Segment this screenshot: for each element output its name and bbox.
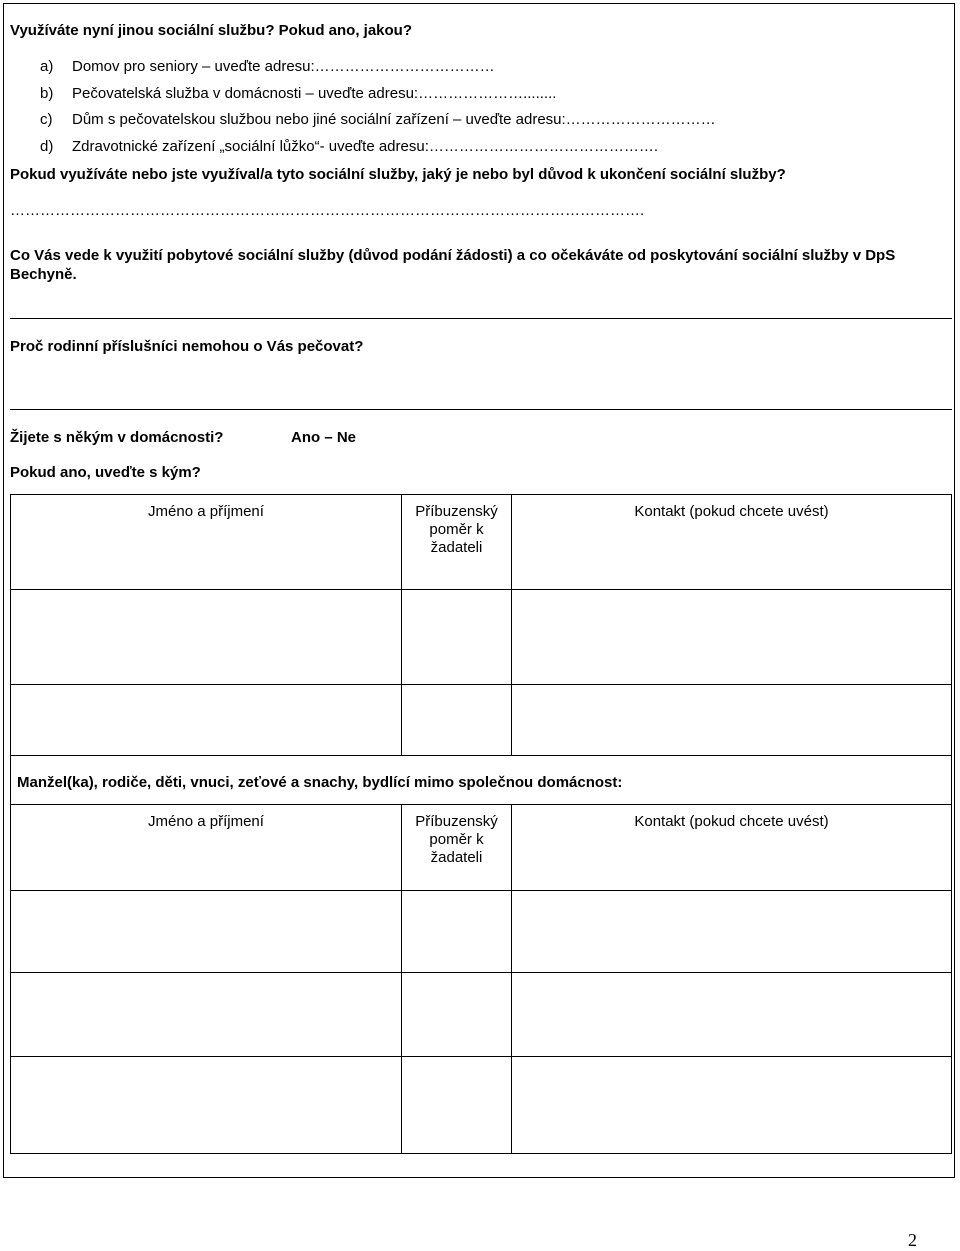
header-name-label: Jméno a příjmení [148,503,264,520]
option-key: a) [40,58,54,75]
table-cell-relation[interactable] [401,684,512,756]
option-text: Pečovatelská služba v domácnosti – uveďte adresu:…………………........ [72,85,557,102]
option-c[interactable] [40,111,940,131]
option-a[interactable] [40,58,940,78]
header-relation [401,804,512,891]
relatives-caption-text: Manžel(ka), rodiče, děti, vnuci, zeťové a snachy, bydlící mimo společnou domácnost: [17,774,623,791]
relatives-caption [10,755,952,805]
option-key: d) [40,138,54,155]
header-contact-label: Kontakt (pokud chcete uvést) [634,503,829,520]
option-text: Dům s pečovatelskou službou nebo jiné sociální zařízení – uveďte adresu:………………………… [72,111,716,128]
question-other-service: Využíváte nyní jinou sociální službu? Pokud ano, jakou? [10,22,412,39]
option-d[interactable] [40,138,940,158]
header-contact [511,494,952,590]
table-cell-relation[interactable] [401,589,512,685]
table-cell-relation[interactable] [401,1056,512,1154]
question-motivation: Co Vás vede k využití pobytové sociální služby (důvod podání žádosti) a co očekáváte od poskytování sociální služby v DpS Bechyně. [10,247,896,283]
header-name [10,804,402,891]
table-cell-relation[interactable] [401,890,512,973]
header-relation-label: Příbuzenský poměr k žadateli [415,503,498,556]
option-b[interactable] [40,85,940,105]
header-relation [401,494,512,590]
page-number: 2 [908,1230,917,1250]
option-key: b) [40,85,54,102]
table-cell-name[interactable] [10,684,402,756]
header-contact-label: Kontakt (pokud chcete uvést) [634,813,829,830]
table-cell-contact[interactable] [511,1056,952,1154]
table-cell-name[interactable] [10,890,402,973]
header-relation-label: Příbuzenský poměr k žadateli [415,813,498,866]
answer-line-termination[interactable]: ………………………………………………………………………………………………………………. [10,202,645,219]
option-text: Zdravotnické zařízení „sociální lůžko“- uveďte adresu:………………………………………. [72,138,659,155]
table-cell-contact[interactable] [511,589,952,685]
table-cell-contact[interactable] [511,890,952,973]
table-cell-name[interactable] [10,972,402,1057]
household-answer-options[interactable]: Ano – Ne [291,429,357,446]
header-name-label: Jméno a příjmení [148,813,264,830]
header-contact [511,804,952,891]
table-cell-contact[interactable] [511,684,952,756]
option-text: Domov pro seniory – uveďte adresu:……………………………… [72,58,495,75]
question-household-who: Pokud ano, uveďte s kým? [10,464,201,481]
question-family-care: Proč rodinní příslušníci nemohou o Vás pečovat? [10,338,364,355]
question-termination: Pokud využíváte nebo jste využíval/a tyto sociální služby, jaký je nebo byl důvod k ukončení sociální služby? [10,166,786,183]
table-cell-relation[interactable] [401,972,512,1057]
option-key: c) [40,111,53,128]
question-household: Žijete s někým v domácnosti? [10,429,224,446]
header-name [10,494,402,590]
answer-line-family-care[interactable] [10,409,952,410]
table-cell-contact[interactable] [511,972,952,1057]
answer-line-motivation[interactable] [10,318,952,319]
table-cell-name[interactable] [10,1056,402,1154]
table-cell-name[interactable] [10,589,402,685]
